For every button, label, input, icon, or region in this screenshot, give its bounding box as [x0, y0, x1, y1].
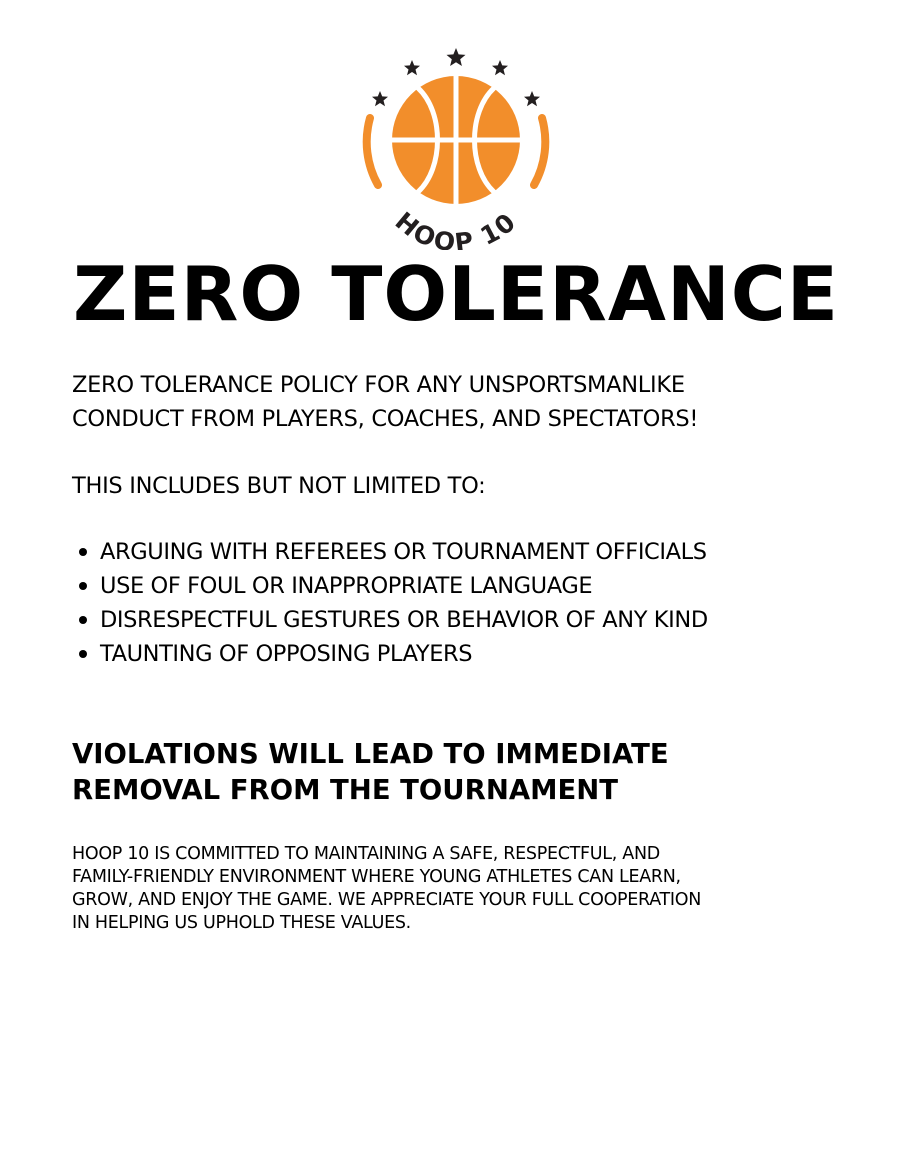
star-icon: [524, 91, 540, 106]
list-item: [72, 603, 892, 637]
list-item-text: TAUNTING OF OPPOSING PLAYERS: [100, 641, 473, 667]
list-item-text: USE OF FOUL OR INAPPROPRIATE LANGUAGE: [100, 573, 593, 599]
page-title: ZERO TOLERANCE: [72, 250, 839, 338]
includes-heading: THIS INCLUDES BUT NOT LIMITED TO:: [72, 473, 486, 499]
policy-statement: [72, 368, 892, 436]
violation-list: [72, 535, 892, 671]
list-item: [72, 569, 892, 603]
basketball-icon: [392, 76, 520, 204]
bullet-icon: [79, 616, 87, 624]
list-item-text: ARGUING WITH REFEREES OR TOURNAMENT OFFICIALS: [100, 539, 707, 565]
policy-text: ZERO TOLERANCE POLICY FOR ANY UNSPORTSMANLIKE CONDUCT FROM PLAYERS, COACHES, AND SPECTATORS!: [72, 372, 699, 432]
star-icon: [404, 60, 420, 75]
star-icon: [372, 91, 388, 106]
bullet-icon: [79, 582, 87, 590]
hoop-10-logo: [356, 40, 556, 250]
logo-text: HOOP 10: [389, 206, 523, 250]
list-item-text: DISRESPECTFUL GESTURES OR BEHAVIOR OF ANY KIND: [100, 607, 708, 633]
star-icon: [492, 60, 508, 75]
bullet-icon: [79, 650, 87, 658]
bullet-icon: [79, 548, 87, 556]
violations-warning: VIOLATIONS WILL LEAD TO IMMEDIATE REMOVAL FROM THE TOURNAMENT: [72, 738, 669, 806]
list-item: [72, 535, 892, 569]
list-item: [72, 637, 892, 671]
star-icon: [447, 48, 466, 66]
commitment-statement: HOOP 10 IS COMMITTED TO MAINTAINING A SAFE, RESPECTFUL, AND FAMILY-FRIENDLY ENVIRONMENT WHERE YOUNG ATHLETES CAN LEARN, GROW, AND ENJOY THE GAME. WE APPRECIATE YOUR FULL COOPERATION IN HELPING US UPHOLD THESE VALUES.: [72, 844, 702, 933]
